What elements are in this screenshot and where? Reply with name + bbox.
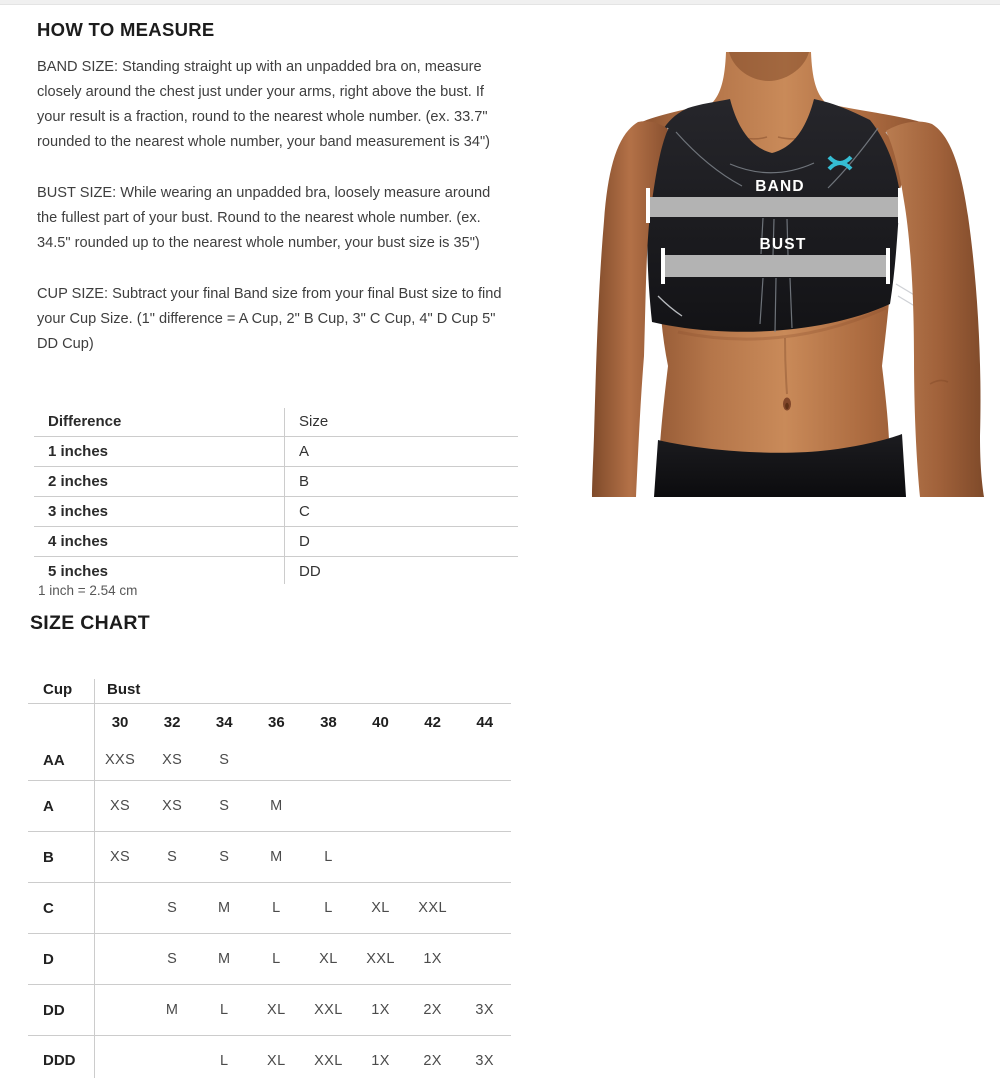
size-cell: D [299, 533, 310, 550]
table-header-row [34, 407, 518, 437]
cup-label: B [43, 848, 54, 866]
size-chart-header-row [28, 676, 511, 704]
size-cell: XXS [104, 752, 136, 768]
band-label: BAND [755, 178, 805, 195]
bust-size: 36 [267, 713, 285, 731]
cup-label: AA [43, 751, 65, 769]
paragraph-line: rounded to the nearest whole number, your band measurement is 34") [37, 134, 490, 150]
cup-label: DDD [43, 1052, 76, 1069]
table-row [34, 557, 518, 586]
bust-strip [664, 255, 888, 277]
top-divider-bar [0, 0, 1000, 5]
size-cell: XS [109, 849, 131, 865]
size-cell: XL [267, 1002, 286, 1018]
bust-size: 34 [215, 713, 233, 731]
size-cell: M [217, 900, 231, 916]
size-cell: L [272, 951, 281, 967]
cup-label: C [43, 899, 54, 917]
size-cell: M [270, 798, 283, 814]
table-row [28, 740, 511, 781]
model-illustration [580, 36, 1000, 500]
paragraph-line: 34.5" rounded up to the nearest whole number, your bust size is 35") [37, 235, 480, 251]
bust-sizes-row [28, 704, 511, 740]
table-row [34, 467, 518, 497]
size-cell: XXL [366, 951, 395, 967]
table-row [28, 985, 511, 1036]
size-cell: XXL [418, 900, 447, 916]
size-cell: XL [371, 900, 390, 916]
size-cell: 1X [371, 1002, 390, 1018]
paragraph-line: BAND SIZE: Standing straight up with an unpadded bra on, measure [37, 59, 482, 75]
size-cell: M [165, 1002, 179, 1018]
size-cell: L [272, 900, 281, 916]
size-cell: S [167, 900, 178, 916]
size-cell: 3X [475, 1052, 494, 1069]
size-cell: S [167, 849, 178, 865]
size-cell: S [219, 798, 230, 814]
difference-header: Difference [48, 413, 122, 430]
size-cell: L [220, 1002, 229, 1018]
paragraph-line: your Cup Size. (1" difference = A Cup, 2" B Cup, 3" C Cup, 4" D Cup 5" [37, 311, 496, 327]
paragraph-line: BUST SIZE: While wearing an unpadded bra, loosely measure around [37, 185, 491, 201]
size-cell: S [167, 951, 178, 967]
bust-left-cap [661, 248, 665, 284]
band-left-cap [646, 188, 650, 223]
paragraph-line: the fullest part of your bust. Round to the nearest whole number. (ex. [37, 210, 481, 226]
size-cell: XS [162, 798, 183, 814]
size-cell: XL [319, 951, 338, 967]
paragraph-line: your result is a fraction, round to the nearest whole number. (ex. 33.7" [37, 109, 488, 125]
size-cell: L [220, 1052, 229, 1069]
band-size-paragraph [37, 55, 490, 155]
table-row [28, 781, 511, 832]
size-cell: A [299, 443, 310, 460]
size-cell: 1X [423, 951, 442, 967]
table-row [34, 527, 518, 557]
table-row [34, 437, 518, 467]
size-cell: XXL [314, 1052, 343, 1069]
cup-header: Cup [43, 681, 73, 698]
size-chart-table [28, 676, 511, 1085]
how-to-measure-title: HOW TO MEASURE [37, 19, 215, 40]
bust-size: 44 [476, 713, 494, 731]
cup-size-paragraph [37, 282, 502, 357]
size-cell: C [299, 503, 310, 520]
difference-cell: 5 inches [48, 563, 109, 580]
size-cell: L [324, 900, 333, 916]
difference-cell: 3 inches [48, 503, 109, 520]
measurement-model-photo [580, 36, 1000, 500]
size-cell: 3X [475, 1002, 494, 1018]
bust-size: 42 [424, 713, 441, 731]
bust-header: Bust [107, 681, 141, 698]
size-cell: XXL [314, 1002, 343, 1018]
size-header: Size [299, 413, 329, 430]
size-cell: XS [162, 752, 183, 768]
size-cell: S [219, 752, 230, 768]
difference-cell: 1 inches [48, 443, 109, 460]
table-row [28, 934, 511, 985]
table-column-divider [94, 679, 95, 1078]
difference-table [34, 407, 518, 586]
bust-label: BUST [759, 236, 807, 253]
table-row [28, 832, 511, 883]
table-row [28, 883, 511, 934]
paragraph-line: closely around the chest just under your arms, right above the bust. If [37, 84, 484, 100]
paragraph-line: DD Cup) [37, 336, 94, 352]
paragraph-line: CUP SIZE: Subtract your final Band size from your final Bust size to find [37, 286, 502, 302]
table-row [34, 497, 518, 527]
bust-right-cap [886, 248, 890, 284]
difference-cell: 4 inches [48, 533, 109, 550]
size-cell: XS [109, 798, 131, 814]
size-cell: B [299, 473, 310, 490]
cup-label: DD [43, 1001, 65, 1019]
difference-cell: 2 inches [48, 473, 109, 490]
size-cell: 1X [371, 1052, 390, 1069]
size-cell: L [324, 849, 333, 865]
bust-size: 32 [163, 713, 181, 731]
size-cell: M [270, 849, 283, 865]
size-cell: M [217, 951, 231, 967]
band-strip [650, 197, 900, 217]
size-cell: S [219, 849, 230, 865]
size-cell: 2X [423, 1002, 442, 1018]
size-cell: DD [299, 563, 321, 580]
cup-label: D [43, 950, 54, 968]
bust-size: 40 [372, 713, 389, 731]
band-right-cap [898, 188, 902, 223]
size-chart-title: SIZE CHART [30, 612, 150, 634]
navel-inner [785, 403, 789, 409]
bust-size: 38 [320, 713, 337, 731]
bust-size-paragraph [37, 181, 490, 256]
table-column-divider [284, 408, 285, 584]
bust-size: 30 [111, 713, 129, 731]
size-cell: XL [267, 1052, 286, 1069]
cup-label: A [43, 797, 54, 815]
size-cell: 2X [423, 1052, 442, 1069]
inch-conversion-note: 1 inch = 2.54 cm [38, 583, 138, 598]
